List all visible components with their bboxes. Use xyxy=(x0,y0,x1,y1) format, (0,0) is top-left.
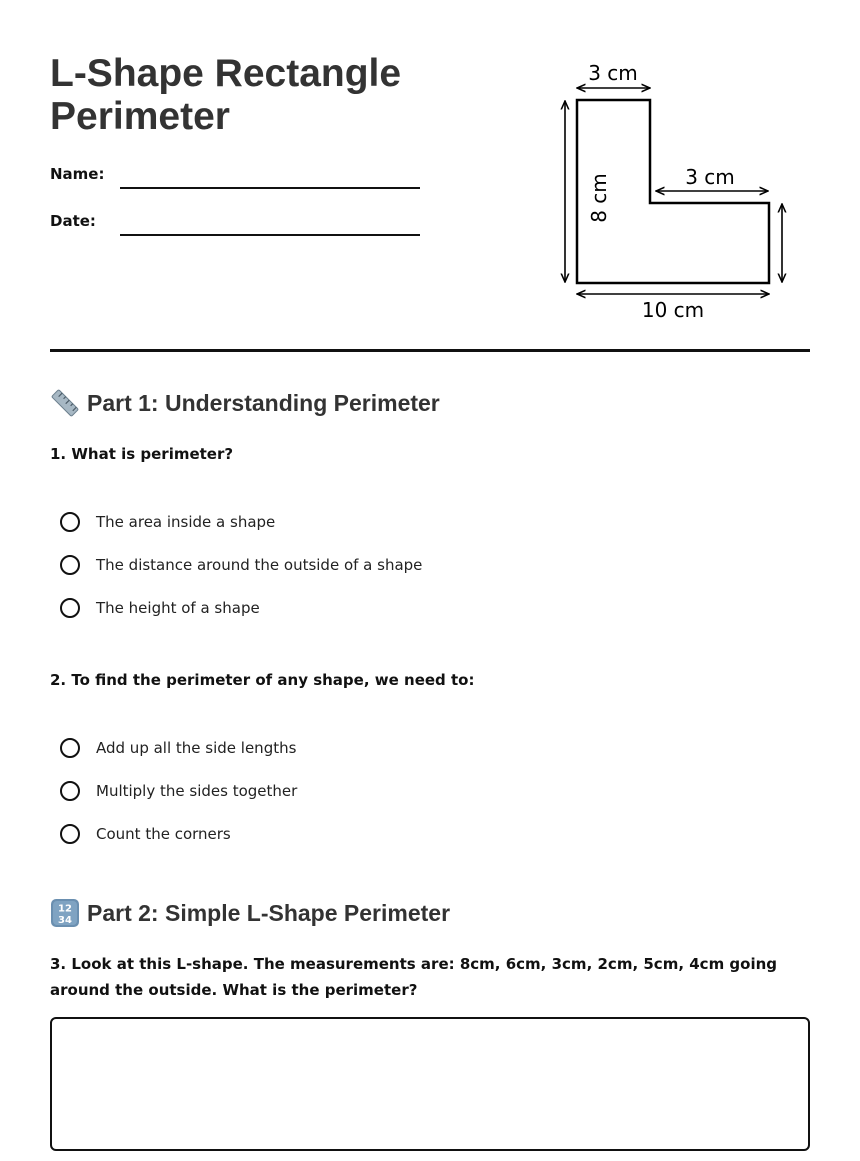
option-label: The area inside a shape xyxy=(96,513,276,531)
radio-button[interactable] xyxy=(60,824,80,844)
radio-button[interactable] xyxy=(60,555,80,575)
question-1: 1. What is perimeter? xyxy=(50,445,234,463)
top-dimension-label: 3 cm xyxy=(588,61,638,85)
left-dimension-label: 8 cm xyxy=(587,173,611,223)
name-field-row xyxy=(50,163,420,187)
option-label: Add up all the side lengths xyxy=(96,739,297,757)
inner-dimension-label: 3 cm xyxy=(685,165,735,189)
part1-heading xyxy=(50,387,440,419)
option-label: The height of a shape xyxy=(96,599,260,617)
bottom-dimension-label: 10 cm xyxy=(641,298,705,322)
date-field[interactable] xyxy=(120,234,420,236)
svg-text:34: 34 xyxy=(58,915,72,926)
answer-box[interactable] xyxy=(50,1017,810,1151)
q2-option-2[interactable] xyxy=(60,778,297,804)
numbers-keycap-icon xyxy=(50,898,80,928)
date-label: Date: xyxy=(50,212,96,230)
question-3: 3. Look at this L-shape. The measurements are: 8cm, 6cm, 3cm, 2cm, 5cm, 4cm going around the outside. What is the perimeter? xyxy=(50,955,778,999)
ruler-icon xyxy=(50,388,80,418)
option-label: Multiply the sides together xyxy=(96,782,298,800)
part1-heading-text: Part 1: Understanding Perimeter xyxy=(87,389,440,416)
option-label: The distance around the outside of a shape xyxy=(96,556,423,574)
q2-option-1[interactable] xyxy=(60,735,296,761)
part2-heading xyxy=(50,897,450,929)
radio-button[interactable] xyxy=(60,512,80,532)
q1-option-1[interactable] xyxy=(60,509,275,535)
radio-button[interactable] xyxy=(60,598,80,618)
question-2: 2. To find the perimeter of any shape, we need to: xyxy=(50,671,475,689)
name-field[interactable] xyxy=(120,187,420,189)
l-shape-diagram xyxy=(532,52,802,330)
part2-heading-text: Part 2: Simple L-Shape Perimeter xyxy=(87,899,451,926)
date-field-row xyxy=(50,210,420,234)
option-label: Count the corners xyxy=(96,825,231,843)
radio-button[interactable] xyxy=(60,738,80,758)
section-divider xyxy=(50,349,810,352)
page-title: L-Shape Rectangle Perimeter xyxy=(50,52,402,138)
q1-option-3[interactable] xyxy=(60,595,260,621)
q1-option-2[interactable] xyxy=(60,552,422,578)
worksheet-page xyxy=(50,0,810,1161)
svg-text:12: 12 xyxy=(58,903,72,915)
name-label: Name: xyxy=(50,165,105,183)
radio-button[interactable] xyxy=(60,781,80,801)
q2-option-3[interactable] xyxy=(60,821,231,847)
